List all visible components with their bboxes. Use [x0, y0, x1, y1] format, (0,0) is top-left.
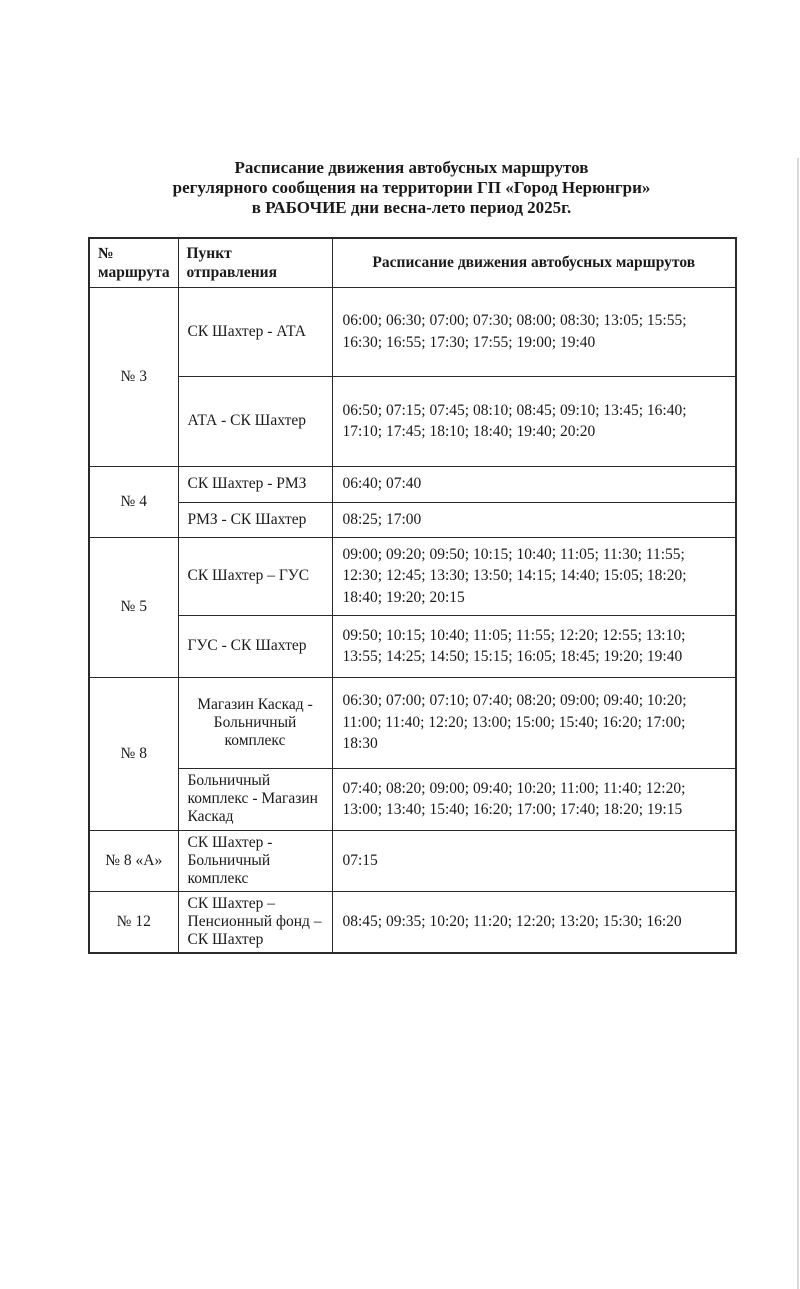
- times-cell: 06:30; 07:00; 07:10; 07:40; 08:20; 09:00; 09:40; 10:20; 11:00; 11:40; 12:20; 13:00; 15:00; 15:40; 16:20; 17:00; 18:30: [332, 677, 736, 768]
- table-row: [89, 830, 736, 891]
- times-cell: 09:00; 09:20; 09:50; 10:15; 10:40; 11:05; 11:30; 11:55; 12:30; 12:45; 13:30; 13:50; 14:15; 14:40; 15:05; 18:20; 18:40; 19:20; 20:15: [332, 537, 736, 615]
- table-row: [89, 677, 736, 768]
- origin-cell: СК Шахтер – ГУС: [178, 537, 332, 615]
- screen-right-edge-line: [797, 158, 799, 1289]
- times-cell: 06:50; 07:15; 07:45; 08:10; 08:45; 09:10; 13:45; 16:40; 17:10; 17:45; 18:10; 18:40; 19:40; 20:20: [332, 376, 736, 466]
- header-departure-point: Пункт отправления: [178, 238, 332, 287]
- table-row: [89, 615, 736, 677]
- origin-cell: РМЗ - СК Шахтер: [178, 502, 332, 537]
- document-title: [88, 158, 735, 218]
- times-cell: 08:25; 17:00: [332, 502, 736, 537]
- table-row: [89, 287, 736, 376]
- origin-cell: СК Шахтер - АТА: [178, 287, 332, 376]
- header-route-number: № маршрута: [89, 238, 178, 287]
- times-cell: 06:40; 07:40: [332, 466, 736, 502]
- route-number-cell: № 12: [89, 891, 178, 953]
- times-cell: 06:00; 06:30; 07:00; 07:30; 08:00; 08:30; 13:05; 15:55; 16:30; 16:55; 17:30; 17:55; 19:00; 19:40: [332, 287, 736, 376]
- table-row: [89, 502, 736, 537]
- times-cell: 07:15: [332, 830, 736, 891]
- route-number-cell: № 5: [89, 537, 178, 677]
- times-cell: 08:45; 09:35; 10:20; 11:20; 12:20; 13:20; 15:30; 16:20: [332, 891, 736, 953]
- table-row: [89, 466, 736, 502]
- origin-cell: Магазин Каскад - Больничный комплекс: [178, 677, 332, 768]
- times-cell: 07:40; 08:20; 09:00; 09:40; 10:20; 11:00; 11:40; 12:20; 13:00; 13:40; 15:40; 16:20; 17:00; 17:40; 18:20; 19:15: [332, 768, 736, 830]
- table-row: [89, 376, 736, 466]
- origin-cell: ГУС - СК Шахтер: [178, 615, 332, 677]
- origin-cell: СК Шахтер – Пенсионный фонд – СК Шахтер: [178, 891, 332, 953]
- route-number-cell: № 3: [89, 287, 178, 466]
- table-row: [89, 537, 736, 615]
- document-title-line-2: регулярного сообщения на территории ГП «Город Нерюнгри»: [172, 178, 651, 197]
- table-header-row: [89, 238, 736, 287]
- route-number-cell: № 4: [89, 466, 178, 537]
- route-number-cell: № 8: [89, 677, 178, 830]
- origin-cell: СК Шахтер - РМЗ: [178, 466, 332, 502]
- route-number-cell: № 8 «А»: [89, 830, 178, 891]
- bus-schedule-table: [88, 237, 737, 954]
- document-title-line-3: в РАБОЧИЕ дни весна-лето период 2025г.: [251, 198, 572, 217]
- table-row: [89, 891, 736, 953]
- table-row: [89, 768, 736, 830]
- header-schedule: Расписание движения автобусных маршрутов: [332, 238, 736, 287]
- origin-cell: Больничный комплекс - Магазин Каскад: [178, 768, 332, 830]
- document-title-line-1: Расписание движения автобусных маршрутов: [234, 158, 589, 177]
- times-cell: 09:50; 10:15; 10:40; 11:05; 11:55; 12:20; 12:55; 13:10; 13:55; 14:25; 14:50; 15:15; 16:05; 18:45; 19:20; 19:40: [332, 615, 736, 677]
- origin-cell: АТА - СК Шахтер: [178, 376, 332, 466]
- origin-cell: СК Шахтер - Больничный комплекс: [178, 830, 332, 891]
